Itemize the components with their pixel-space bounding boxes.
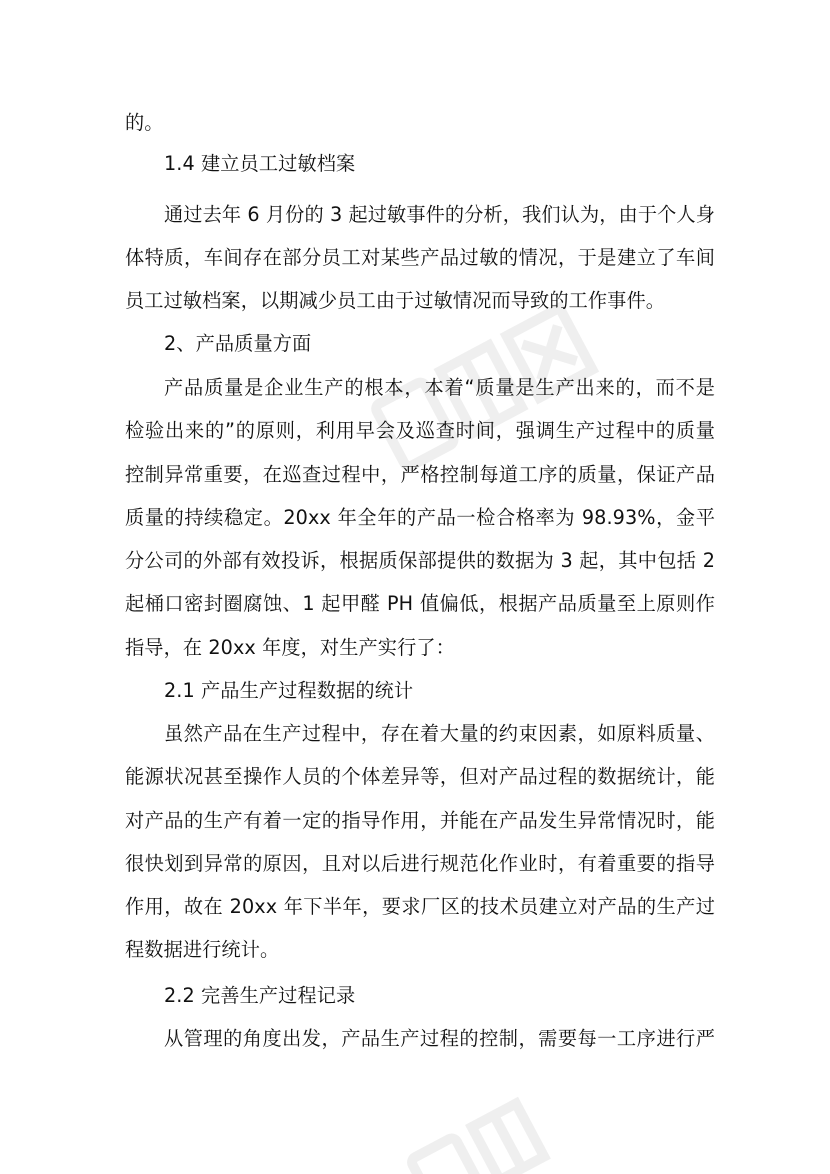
- text-line-12: 起桶口密封圈腐蚀、1 起甲醛 PH 值偏低，根据产品质量至上原则作: [125, 592, 715, 615]
- text-line-15: 虽然产品在生产过程中，存在着大量的约束因素，如原料质量、: [164, 722, 715, 745]
- text-line-18: 很快划到异常的原因，且对以后进行规范化作业时，有着重要的指导: [125, 852, 715, 875]
- text-line-7: 产品质量是企业生产的根本，本着“质量是生产出来的，而不是: [164, 376, 715, 399]
- text-line-13: 指导，在 20xx 年度，对生产实行了：: [125, 636, 455, 659]
- text-line-4: 体特质，车间存在部分员工对某些产品过敏的情况，于是建立了车间: [125, 246, 715, 269]
- text-line-1: 的。: [125, 111, 164, 134]
- text-line-5: 员工过敏档案，以期减少员工由于过敏情况而导致的工作事件。: [125, 289, 666, 312]
- section-heading-2-1: 2.1 产品生产过程数据的统计: [164, 679, 414, 702]
- text-line-8: 检验出来的”的原则，利用早会及巡查时间，强调生产过程中的质量: [125, 419, 715, 442]
- text-line-19: 作用，故在 20xx 年下半年，要求厂区的技术员建立对产品的生产过: [125, 895, 715, 918]
- section-heading-2-2: 2.2 完善生产过程记录: [164, 984, 356, 1007]
- text-line-9: 控制异常重要，在巡查过程中，严格控制每道工序的质量，保证产品: [125, 463, 715, 486]
- text-line-16: 能源状况甚至操作人员的个体差异等，但对产品过程的数据统计，能: [125, 765, 715, 788]
- text-line-22: 从管理的角度出发，产品生产过程的控制，需要每一工序进行严: [164, 1027, 715, 1050]
- watermark-mark-bottom: [390, 1080, 590, 1174]
- text-line-10: 质量的持续稳定。20xx 年全年的产品一检合格率为 98.93%，金平: [125, 506, 715, 529]
- text-line-11: 分公司的外部有效投诉，根据质保部提供的数据为 3 起，其中包括 2: [125, 549, 715, 572]
- text-line-20: 程数据进行统计。: [125, 938, 280, 961]
- text-line-17: 对产品的生产有着一定的指导作用，并能在产品发生异常情况时，能: [125, 809, 715, 832]
- text-line-3: 通过去年 6 月份的 3 起过敏事件的分析，我们认为，由于个人身: [164, 203, 715, 226]
- section-heading-2: 2、产品质量方面: [164, 332, 312, 355]
- section-heading-1-4: 1.4 建立员工过敏档案: [164, 152, 356, 175]
